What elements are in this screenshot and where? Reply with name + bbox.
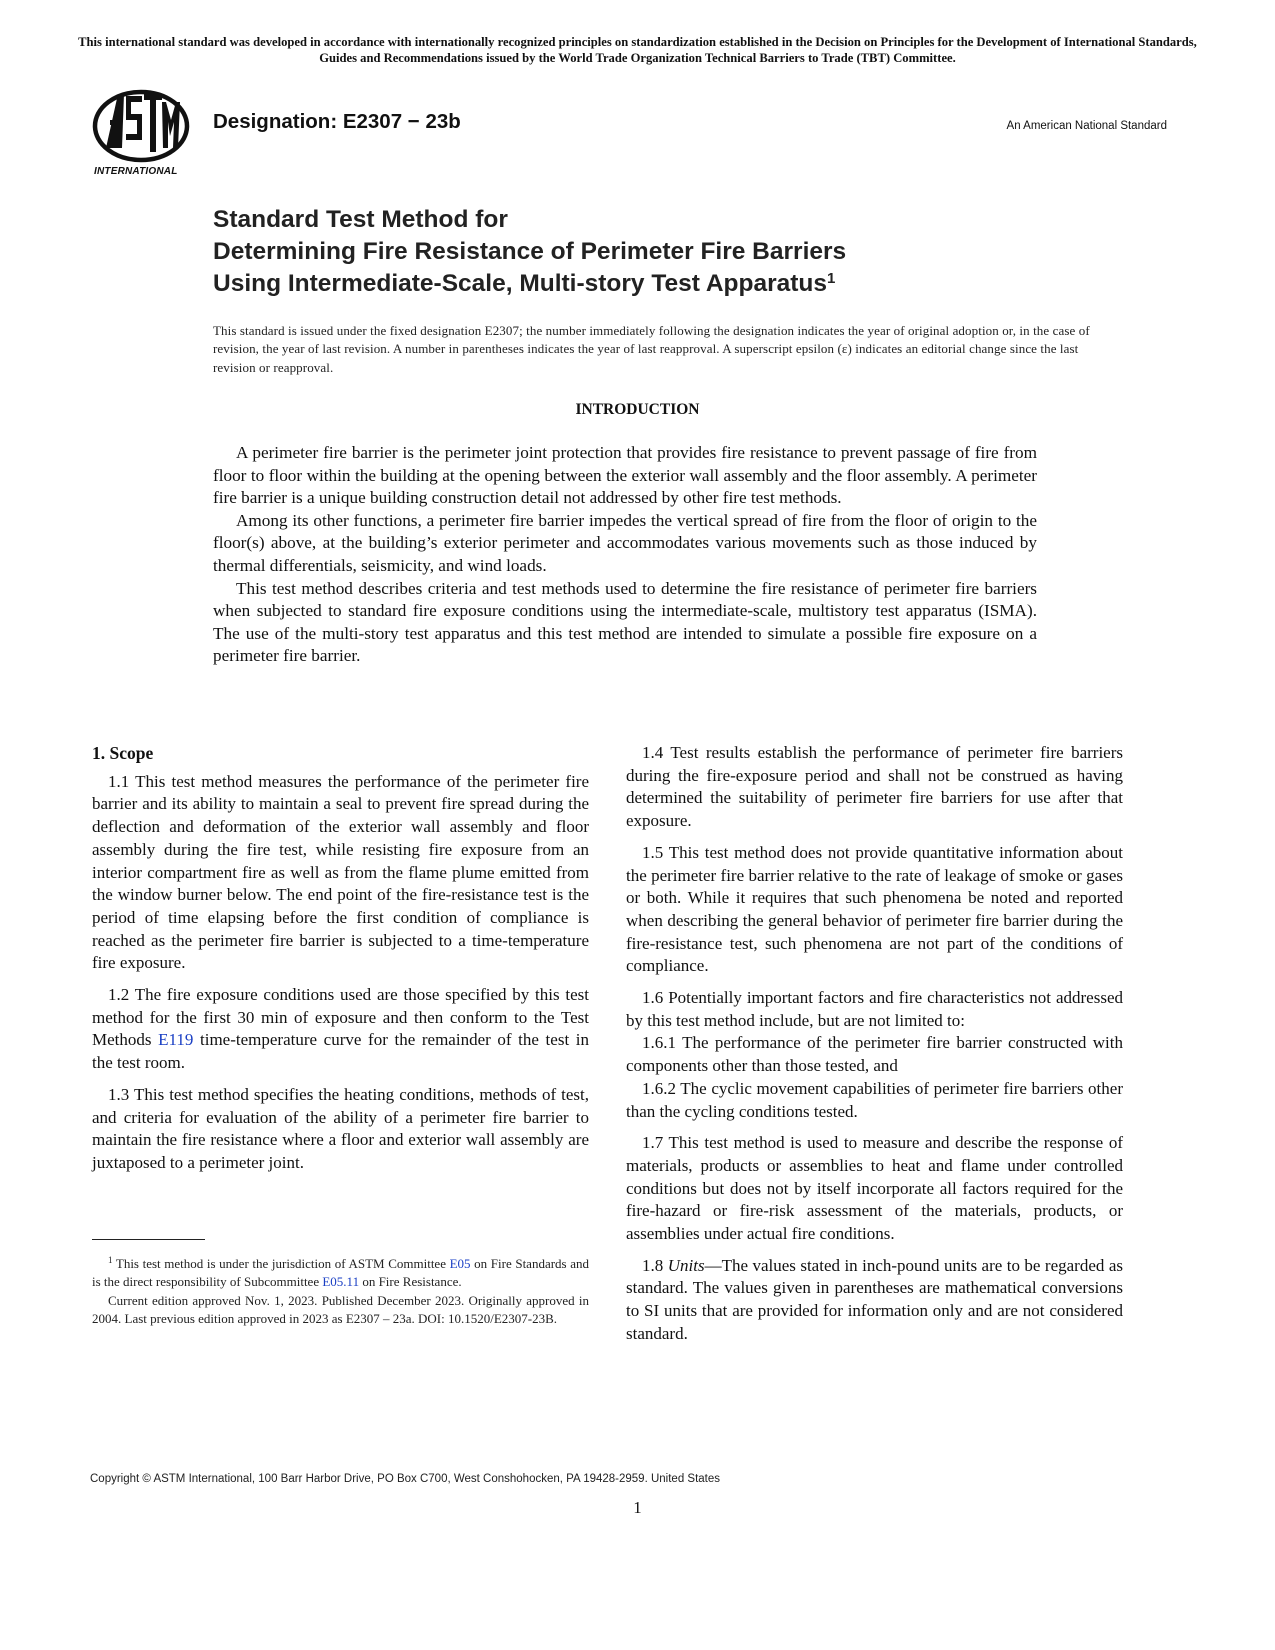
section-1-2 — [92, 984, 589, 1075]
designation: Designation: E2307 − 23b — [213, 110, 461, 133]
wto-notice: This international standard was developed in accordance with internationally recognized principles on standardization established in the Decision on Principles for the Development of International Standards, Guides and Recommendations issued by the World Trade Organization Technical Barriers to Trade (TBT) Committee. — [78, 35, 1197, 65]
section-1-6-2: 1.6.2 The cyclic movement capabilities of perimeter fire barriers other than the cycling conditions tested. — [626, 1078, 1123, 1121]
national-standard-label: An American National Standard — [1006, 120, 1167, 132]
section-1-7: 1.7 This test method is used to measure and describe the response of materials, products or assemblies to heat and flame under controlled conditions but does not by itself incorporate all factors required for the fire-hazard or fire-risk assessment of the materials, products, or assemblies under actual fire conditions. — [626, 1133, 1123, 1244]
title-line-3-text: Using Intermediate-Scale, Multi-story Test Apparatus — [213, 270, 827, 297]
section-1-6: 1.6 Potentially important factors and fire characteristics not addressed by this test method include, but are not limited to: — [626, 988, 1123, 1030]
intro-paragraph: A perimeter fire barrier is the perimeter joint protection that provides fire resistance to prevent passage of fire from floor to floor within the building at the opening between the exterior wall assembly and the floor assembly. A perimeter fire barrier is a unique building construction detail not addressed by other fire test methods. — [213, 443, 1037, 508]
intro-paragraph: Among its other functions, a perimeter fire barrier impedes the vertical spread of fire from the floor of origin to the floor(s) above, at the building’s exterior perimeter and accommodates various movements such as those induced by thermal differentials, seismicity, and wind loads. — [213, 510, 1037, 575]
intro-paragraph: This test method describes criteria and test methods used to determine the fire resistance of perimeter fire barriers when subjected to standard fire exposure conditions using the intermediate-scale, multistory test apparatus (ISMA). The use of the multi-story test apparatus and this test method are intended to simulate a possible fire exposure on a perimeter fire barrier. — [213, 578, 1037, 666]
footnote-edition: Current edition approved Nov. 1, 2023. Published December 2023. Originally approved in 2004. Last previous edition approved in 2023 as E2307 – 23a. DOI: 10.1520/E2307-23B. — [92, 1292, 589, 1326]
footnote — [92, 1255, 589, 1328]
title-line-1: Standard Test Method for — [213, 206, 508, 233]
title-line-2: Determining Fire Resistance of Perimeter Fire Barriers — [213, 238, 847, 265]
section-heading-scope: 1. Scope — [92, 743, 154, 763]
section-1-2-text-a: 1.2 The fire exposure conditions used are those specified by this test method for the first 30 min of exposure and then conform to the Test Methods — [92, 985, 589, 1050]
section-1-3: 1.3 This test method specifies the heating conditions, methods of test, and criteria for evaluation of the ability of a perimeter fire barrier to maintain the fire resistance where a floor and exterior wall assembly are juxtaposed to a perimeter joint. — [92, 1084, 589, 1172]
section-1-6-1: 1.6.1 The performance of the perimeter fire barrier constructed with components other than those tested, and — [626, 1033, 1123, 1076]
footnote-text-c: on Fire Resistance. — [359, 1274, 462, 1290]
e05-link[interactable]: E05 — [449, 1256, 471, 1271]
section-1-8-text: —The values stated in inch-pound units are to be regarded as standard. The values given in parentheses are mathematical conversions to SI units that are provided for information only and are not considered standard. — [626, 1255, 1124, 1343]
left-column — [92, 742, 589, 1184]
title-footnote-marker[interactable]: 1 — [826, 270, 836, 287]
section-1-8-number: 1.8 — [642, 1255, 668, 1275]
footnote-divider — [92, 1239, 205, 1240]
e05-11-link[interactable]: E05.11 — [322, 1274, 360, 1290]
e119-link[interactable]: E119 — [158, 1030, 194, 1050]
section-1-8 — [626, 1255, 1123, 1346]
section-1-5: 1.5 This test method does not provide quantitative information about the perimeter fire barrier relative to the rate of leakage of smoke or gases or both. While it requires that such phenomena be noted and reported when describing the general behavior of perimeter fire barrier during the fire-resistance test, such phenomena are not part of the conditions of compliance. — [626, 842, 1123, 976]
footnote-text-b: on Fire Standards and is the direct responsibility of Subcommittee — [92, 1256, 589, 1290]
astm-logo — [92, 86, 198, 178]
introduction — [213, 442, 1037, 668]
astm-logo-icon — [92, 86, 190, 166]
footnote-jurisdiction — [92, 1255, 589, 1292]
introduction-heading: INTRODUCTION — [575, 401, 700, 418]
title-line-3 — [213, 268, 1113, 300]
logo-label: INTERNATIONAL — [94, 166, 178, 177]
section-1-2-text-b: time-temperature curve for the remainder of the test in the test room. — [92, 1030, 590, 1073]
footnote-marker: 1 — [108, 1255, 113, 1265]
section-1-4: 1.4 Test results establish the performance of perimeter fire barriers during the fire-exposure period and shall not be construed as having determined the suitability of perimeter fire barriers for use after that exposure. — [626, 743, 1123, 831]
section-1-8-label: Units — [667, 1255, 705, 1275]
section-1-1: 1.1 This test method measures the performance of the perimeter fire barrier and its ability to maintain a seal to prevent fire spread during the deflection and deformation of the exterior wall assembly and floor assembly during the fire test, while resisting fire exposure from an interior compartment fire as well as from the flame plume emitted from the window burner below. The end point of the fire-resistance test is the period of time elapsing before the first condition of compliance is reached as the perimeter fire barrier is subjected to a time-temperature fire exposure. — [92, 771, 589, 973]
footnote-text-a: This test method is under the jurisdiction of ASTM Committee — [112, 1256, 450, 1271]
page-number: 1 — [633, 1498, 642, 1517]
issue-note: This standard is issued under the fixed designation E2307; the number immediately following the designation indicates the year of original adoption or, in the case of revision, the year of last revision. A number in parentheses indicates the year of last reapproval. A superscript epsilon (ε) indicates an editorial change since the last revision or reapproval. — [213, 323, 1090, 375]
document-title — [213, 204, 1113, 300]
right-column — [626, 742, 1123, 1355]
copyright-notice: Copyright © ASTM International, 100 Barr Harbor Drive, PO Box C700, West Conshohocken, PA 19428-2959. United States — [90, 1473, 721, 1485]
